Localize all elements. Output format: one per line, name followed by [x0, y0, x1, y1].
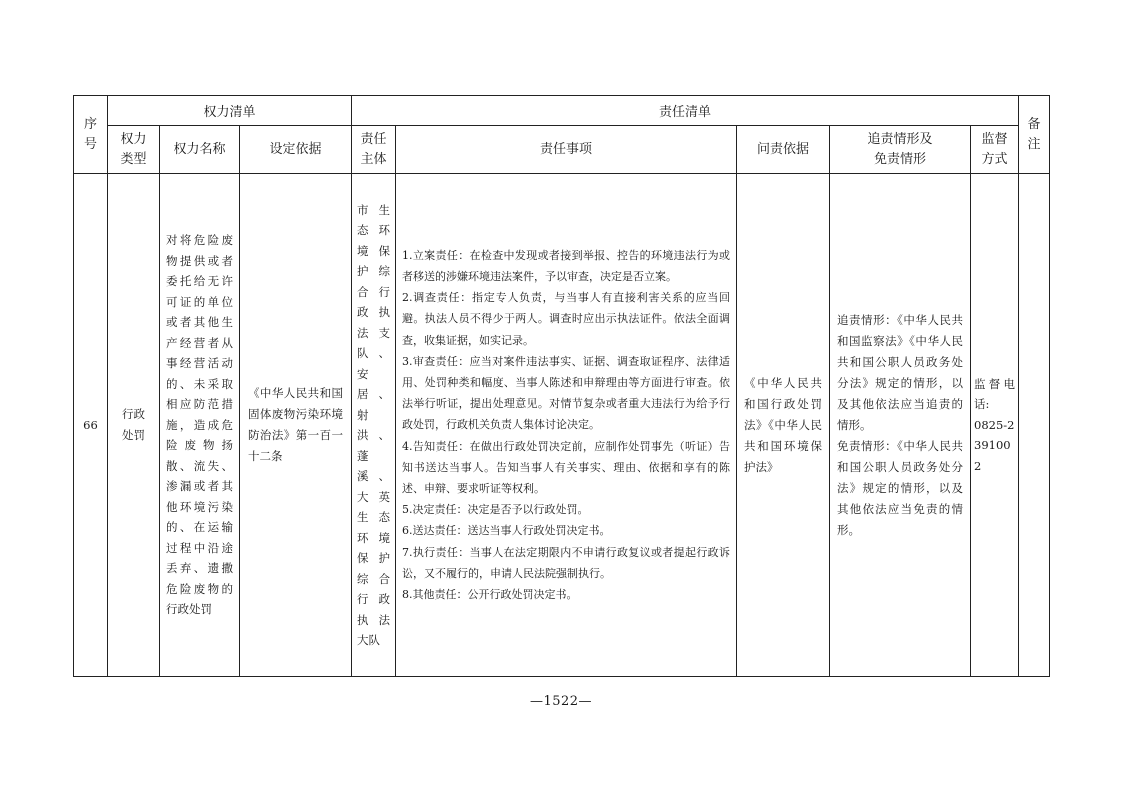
duty-item: 4.告知责任：在做出行政处罚决定前，应制作处罚事先（听证）告知书送达当事人。告知当事人有关事实、理由、依据和享有的陈述、申辩、要求听证等权利。: [402, 439, 730, 495]
row-accountability-basis: 《中华人民共和国行政处罚法》《中华人民共和国环境保护法》: [737, 174, 830, 677]
header-supervision: 监督方式: [971, 126, 1019, 174]
row-duty-items: [396, 174, 737, 677]
row-accountability-cases: [830, 174, 971, 677]
duty-item: 6.送达责任：送达当事人行政处罚决定书。: [402, 524, 611, 538]
duty-item: 5.决定责任：决定是否予以行政处罚。: [402, 503, 589, 517]
header-basis: 设定依据: [240, 126, 352, 174]
row-power-type: 行政处罚: [108, 174, 160, 677]
row-supervision: [971, 174, 1019, 677]
accountability-case: 免责情形：《中华人民共和国公职人员政务处分法》规定的情形，以及其他依法应当免责的情形。: [837, 438, 963, 537]
row-seq: 66: [74, 174, 108, 677]
header-duty-items: 责任事项: [396, 126, 737, 174]
header-row-top: [74, 96, 1050, 126]
table-row: [74, 174, 1050, 677]
duty-item: 3.审查责任：应当对案件违法事实、证据、调查取证程序、法律适用、处罚种类和幅度、当事人陈述和申辩理由等方面进行审查。依法举行听证，提出处理意见。对情节复杂或者重大违法行为给予行政处罚，行政机关负责人集体讨论决定。: [402, 354, 730, 432]
header-power-name: 权力名称: [160, 126, 240, 174]
duty-items-list: [396, 245, 736, 605]
power-duty-table: [73, 95, 1050, 677]
header-power-type: 权力类型: [108, 126, 160, 174]
accountability-cases-list: [830, 310, 970, 541]
row-power-name: 对将危险废物提供或者委托给无许可证的单位或者其他生产经营者从事经营活动的、未采取相应防范措施，造成危险废物扬散、流失、渗漏或者其他环境污染的、在运输过程中沿途丢弃、遗撒危险废物的行政处罚: [160, 174, 240, 677]
header-seq: 序号: [74, 96, 108, 174]
header-row-sub: [74, 126, 1050, 174]
accountability-case: 追责情形：《中华人民共和国监察法》《中华人民共和国公职人员政务处分法》规定的情形，以及其他依法应当追责的情形。: [837, 312, 963, 432]
row-duty-subject: 市生态环境保护综合行政执法支队、安居、射洪、蓬溪、大英生态环境保护综合行政执法大队: [352, 174, 396, 677]
header-accountability-cases: 追责情形及免责情形: [830, 126, 971, 174]
row-basis: 《中华人民共和国固体废物污染环境防治法》第一百一十二条: [240, 174, 352, 677]
header-duty-list: 责任清单: [352, 96, 1019, 126]
duty-item: 2.调查责任：指定专人负责，与当事人有直接利害关系的应当回避。执法人员不得少于两人。调查时应出示执法证件。依法全面调查，收集证据，如实记录。: [402, 291, 730, 347]
duty-item: 8.其他责任：公开行政处罚决定书。: [402, 588, 578, 602]
page-number: —1522—: [529, 694, 593, 709]
header-accountability-basis: 问责依据: [737, 126, 830, 174]
supervision-phone: 0825-2391002: [974, 417, 1015, 473]
duty-item: 1.立案责任：在检查中发现或者接到举报、控告的环境违法行为或者移送的涉嫌环境违法案件，予以审查，决定是否立案。: [402, 248, 730, 283]
header-remark: 备注: [1019, 96, 1050, 174]
header-power-list: 权力清单: [108, 96, 352, 126]
row-remark: [1019, 174, 1050, 677]
header-duty-subject: 责任主体: [352, 126, 396, 174]
supervision-label: 监督电话:: [974, 376, 1016, 412]
duty-item: 7.执行责任：当事人在法定期限内不申请行政复议或者提起行政诉讼，又不履行的，申请人民法院强制执行。: [402, 545, 730, 580]
